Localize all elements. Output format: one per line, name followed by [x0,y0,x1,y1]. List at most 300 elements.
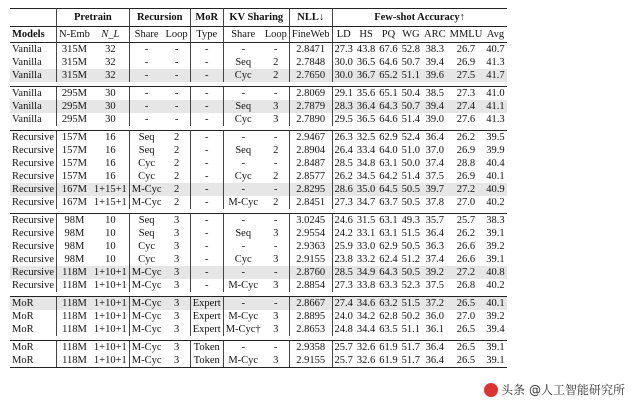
cell-arc: 36.4 [422,341,448,355]
cell-pq: 62.9 [379,240,398,252]
cell-pq: 64.3 [379,100,398,112]
cell-mor-type: - [190,240,223,253]
cell-mor-type: - [190,43,223,57]
cell-mmlu: 27.2 [448,183,485,196]
cell-mmlu: 26.6 [456,240,476,252]
cell-mmlu: 25.7 [448,214,485,228]
cell-mor-type: - [190,157,223,170]
cell-hs: 32.5 [356,131,376,143]
cell-rec-share: - [129,56,163,69]
cell-fineweb: 2.9155 [289,354,332,368]
cell-mmlu: 26.5 [448,341,485,355]
cell-wg: 51.0 [401,144,421,156]
cell-avg: 40.4 [486,157,505,169]
col-header-mor-type: Type [190,27,223,43]
cell-wg: 50.0 [401,157,421,169]
col-header-rec-loop: Loop [165,28,188,40]
cell-mor-type: - [190,131,223,145]
cell-fineweb: 2.7879 [289,100,332,113]
cell-fineweb: 2.7890 [289,113,332,126]
cell-rec-share: M-Cyc [129,196,163,209]
cell-rec-loop: 2 [173,196,180,208]
cell-rec-loop: 2 [164,131,191,145]
cell-wg: 51.7 [401,354,421,366]
cell-arc: 36.4 [422,354,448,368]
cell-hs: 34.6 [356,297,376,309]
cell-rec-share: M-Cyc [129,297,163,311]
cell-arc: 39.6 [422,69,448,82]
cell-pq: 63.1 [379,214,398,226]
cell-ld: 29.1 [332,87,355,101]
cell-fineweb: 2.8577 [289,170,332,183]
cell-kv-loop: 3 [273,227,279,239]
cell-avg: 41.1 [486,100,505,112]
cell-kv-loop: - [263,131,290,145]
cell-mmlu: 26.9 [456,170,476,182]
cell-wg: 50.7 [401,100,421,112]
cell-n-l: 10 [105,240,116,252]
cell-wg: 51.1 [401,69,421,81]
cell-n-emb: 157M [57,131,92,145]
cell-arc: 36.3 [425,240,444,252]
col-header-n-l: N_L [101,28,120,40]
cell-rec-share: M-Cyc [129,354,163,368]
cell-kv-loop: - [263,297,290,311]
cell-n-emb: 315M [57,69,92,82]
cell-mmlu: 27.3 [448,87,485,101]
cell-models: Vanilla [12,113,42,125]
cell-kv-share: Seq [223,100,263,113]
table-row [10,227,507,240]
cell-ld: 30.0 [332,69,355,82]
cell-mor-type: Expert [190,297,223,311]
cell-n-l: 30 [92,87,129,101]
cell-n-emb: 98M [57,227,92,240]
cell-rec-share: Seq [129,214,163,228]
cell-kv-loop: 3 [263,354,290,368]
cell-arc: 37.4 [425,157,444,169]
group-kv-sharing: KV Sharing [223,9,289,27]
cell-arc: 36.1 [425,323,444,335]
cell-mmlu: 27.0 [456,310,476,322]
cell-n-emb: 295M [57,87,92,101]
col-header-mmlu: MMLU [449,28,483,40]
cell-kv-loop: 3 [273,253,279,265]
cell-fineweb: 2.8667 [289,297,332,311]
table-row [10,297,507,311]
column-header-row [10,27,507,43]
cell-mmlu: 26.5 [448,297,485,311]
cell-rec-share: Seq [129,131,163,145]
cell-arc: 37.8 [425,196,444,208]
cell-kv-loop: - [274,240,278,252]
watermark-logo-icon [484,383,498,397]
cell-n-emb: 157M [57,157,92,170]
cell-kv-loop: - [263,214,290,228]
table-row [10,354,507,368]
col-header-avg: Avg [486,28,505,40]
cell-ld: 24.6 [332,214,355,228]
cell-n-emb: 118M [57,266,92,279]
cell-avg: 40.9 [486,183,505,195]
table-row [10,341,507,355]
cell-kv-loop: 2 [273,56,279,68]
table-row [10,323,507,336]
cell-kv-share: M-Cyc [223,279,263,292]
cell-arc: 36.4 [425,227,444,239]
cell-kv-loop: - [263,266,290,279]
cell-kv-share: Seq [223,56,263,69]
cell-mmlu: 26.5 [448,354,485,368]
cell-mmlu: 26.9 [456,56,476,68]
cell-arc: 39.2 [422,266,448,279]
group-models [10,9,57,27]
cell-mor-type: - [190,227,223,240]
cell-n-emb: 167M [57,183,92,196]
cell-ld: 30.0 [332,56,355,69]
cell-n-emb: 98M [57,253,92,266]
cell-avg: 41.7 [486,69,505,81]
cell-kv-loop: - [263,87,290,101]
cell-n-l: 1+10+1 [92,266,129,279]
cell-hs: 34.8 [356,157,376,169]
cell-avg: 40.2 [486,196,505,208]
cell-pq: 63.3 [379,279,398,291]
cell-avg: 39.1 [486,227,505,239]
cell-models: Recursive [10,214,57,228]
cell-fineweb: 2.8904 [289,144,332,157]
cell-avg: 39.1 [486,253,505,265]
cell-fineweb: 2.9363 [289,240,332,253]
group-mor: MoR [190,9,223,27]
cell-arc: 39.4 [422,100,448,113]
cell-pq: 63.7 [379,196,398,208]
cell-rec-loop: 3 [164,341,191,355]
cell-kv-loop: 2 [273,196,279,208]
cell-models: Vanilla [12,56,42,68]
cell-arc: 38.3 [422,43,448,57]
cell-ld: 28.6 [332,183,355,196]
cell-kv-share: - [223,87,263,101]
cell-kv-share: - [223,183,263,196]
group-few-shot: Few-shot Accuracy↑ [332,9,507,27]
col-header-hs: HS [359,28,373,40]
cell-pq: 65.1 [379,87,398,99]
cell-rec-loop: 3 [164,266,191,279]
cell-rec-loop: 3 [173,227,180,239]
cell-hs: 32.6 [356,354,376,366]
cell-n-emb: 98M [57,214,92,228]
cell-n-l: 16 [92,131,129,145]
cell-mmlu: 26.7 [448,43,485,57]
cell-n-emb: 295M [57,113,92,126]
cell-models: MoR [10,354,57,368]
table-row [10,183,507,196]
group-pretrain: Pretrain [57,9,130,27]
col-header-n-emb: N-Emb [57,27,92,43]
cell-ld: 27.3 [332,196,355,209]
cell-hs: 32.6 [356,341,376,353]
cell-n-l: 10 [92,214,129,228]
cell-n-l: 32 [105,56,116,68]
table-body [10,43,507,368]
cell-kv-loop: 3 [273,310,279,322]
cell-kv-share: Cyc [223,69,263,82]
cell-avg: 38.3 [486,214,505,226]
cell-models: Recursive [10,183,57,196]
cell-n-emb: 157M [57,170,92,183]
cell-n-l: 32 [92,43,129,57]
cell-arc: 36.0 [425,310,444,322]
cell-pq: 62.4 [379,253,398,265]
cell-avg: 40.8 [486,266,505,278]
cell-pq: 64.5 [379,183,398,195]
cell-pq: 64.2 [379,170,398,182]
cell-n-l: 30 [105,113,116,125]
cell-wg: 50.2 [401,310,421,322]
cell-n-l: 30 [92,100,129,113]
cell-hs: 43.8 [356,43,376,55]
cell-fineweb: 2.9467 [289,131,332,145]
cell-hs: 33.0 [356,240,376,252]
col-header-ld: LD [332,27,355,43]
cell-fineweb: 3.0245 [289,214,332,228]
cell-ld: 28.3 [332,100,355,113]
cell-mor-type: Token [190,341,223,355]
table-row [10,113,507,126]
cell-kv-loop: 2 [273,144,279,156]
cell-mor-type: Expert [190,310,223,323]
watermark [481,380,628,399]
cell-n-l: 1+10+1 [93,279,127,291]
cell-arc: 37.2 [422,297,448,311]
cell-mor-type: - [190,144,223,157]
cell-pq: 63.1 [379,227,398,239]
cell-models: Recursive [10,131,57,145]
cell-avg: 39.5 [486,131,505,143]
cell-ld: 26.2 [332,170,355,183]
cell-mmlu: 27.0 [456,196,476,208]
cell-kv-share: Seq [223,227,263,240]
cell-models: Recursive [12,253,54,265]
cell-wg: 49.3 [401,214,421,226]
cell-mmlu: 27.6 [456,113,476,125]
col-header-arc: ARC [424,28,446,40]
table-row [10,144,507,157]
cell-ld: 23.8 [332,253,355,266]
table-row [10,253,507,266]
cell-fineweb: 2.9155 [289,253,332,266]
cell-rec-share: Cyc [129,157,163,170]
cell-kv-loop: 2 [273,170,279,182]
cell-kv-loop: - [263,183,290,196]
cell-rec-loop: 3 [173,240,180,252]
cell-wg: 51.4 [401,170,421,182]
cell-wg: 50.5 [401,240,421,252]
cell-hs: 33.8 [356,279,376,291]
cell-fineweb: 2.8295 [289,183,332,196]
col-header-wg: WG [402,28,420,40]
cell-n-l: 1+10+1 [93,323,127,335]
cell-mor-type: - [190,113,223,126]
cell-n-l: 1+15+1 [92,183,129,196]
cell-models: Recursive [12,170,54,182]
cell-models: Recursive [12,157,54,169]
cell-kv-share: Cyc [223,113,263,126]
cell-avg: 40.7 [486,43,505,55]
cell-kv-share: - [223,157,263,170]
cell-mor-type: - [190,253,223,266]
cell-ld: 24.0 [332,310,355,323]
cell-n-l: 10 [105,253,116,265]
cell-avg: 39.2 [486,310,505,322]
cell-rec-share: - [129,113,163,126]
cell-rec-loop: - [164,69,191,82]
cell-wg: 50.5 [401,196,421,208]
cell-mmlu: 26.8 [456,279,476,291]
cell-models: Recursive [12,196,54,208]
cell-kv-share: - [223,297,263,311]
results-table [10,8,507,368]
cell-kv-share: M-Cyc [223,196,263,209]
cell-wg: 51.7 [401,341,421,353]
cell-mor-type: - [190,214,223,228]
cell-mor-type: - [190,279,223,292]
cell-arc: 37.4 [425,253,444,265]
cell-mor-type: - [190,100,223,113]
cell-mmlu: 26.6 [456,253,476,265]
group-header-row [10,9,507,27]
cell-avg: 40.1 [486,297,505,309]
cell-pq: 64.3 [379,266,398,278]
cell-kv-loop: 3 [273,113,279,125]
col-header-fineweb: FineWeb [289,27,332,43]
cell-avg: 39.1 [486,341,505,353]
cell-rec-share: Cyc [129,253,163,266]
cell-rec-loop: 2 [173,144,180,156]
cell-ld: 27.3 [332,279,355,292]
cell-mor-type: - [190,69,223,82]
cell-mor-type: Token [190,354,223,368]
table-row [10,310,507,323]
cell-models: Vanilla [10,87,57,101]
table-row [10,43,507,57]
cell-avg: 39.9 [486,144,505,156]
cell-n-emb: 157M [57,144,92,157]
cell-rec-loop: 3 [164,297,191,311]
cell-mor-type: - [190,196,223,209]
cell-n-l: 1+15+1 [93,196,127,208]
cell-ld: 27.3 [332,43,355,57]
cell-n-l: 1+10+1 [92,341,129,355]
table-row [10,100,507,113]
cell-rec-loop: 3 [173,253,180,265]
cell-models: Recursive [10,266,57,279]
cell-rec-loop: 3 [173,323,180,335]
cell-rec-loop: 3 [164,214,191,228]
cell-kv-loop: - [263,341,290,355]
cell-fineweb: 2.8895 [289,310,332,323]
cell-n-l: 32 [92,69,129,82]
cell-n-emb: 118M [57,354,92,368]
table-row [10,170,507,183]
cell-fineweb: 2.7650 [289,69,332,82]
cell-mor-type: - [190,170,223,183]
cell-rec-share: Seq [129,144,163,157]
cell-rec-share: M-Cyc [129,183,163,196]
cell-fineweb: 2.8487 [289,157,332,170]
cell-fineweb: 2.9358 [289,341,332,355]
cell-rec-share: M-Cyc [129,279,163,292]
cell-wg: 50.4 [401,87,421,99]
table-row [10,69,507,82]
cell-models: Vanilla [10,100,57,113]
col-header-kv-loop: Loop [264,28,287,40]
cell-models: Recursive [12,279,54,291]
cell-wg: 52.8 [401,43,421,55]
cell-models: Vanilla [10,69,57,82]
cell-rec-share: - [129,69,163,82]
cell-fineweb: 2.8451 [289,196,332,209]
cell-rec-share: M-Cyc [129,266,163,279]
cell-pq: 61.9 [379,354,398,366]
cell-pq: 63.1 [379,157,398,169]
cell-rec-loop: - [164,43,191,57]
cell-wg: 51.1 [401,323,421,335]
cell-ld: 29.5 [332,113,355,126]
cell-pq: 64.6 [379,113,398,125]
cell-pq: 62.9 [379,131,398,143]
cell-n-emb: 98M [57,240,92,253]
cell-mor-type: Expert [190,323,223,336]
cell-pq: 64.0 [379,144,398,156]
cell-avg: 39.1 [486,354,505,366]
cell-fineweb: 2.8760 [289,266,332,279]
cell-ld: 28.5 [332,266,355,279]
cell-models: Recursive [12,227,54,239]
cell-n-l: 1+10+1 [93,310,127,322]
group-recursion: Recursion [129,9,190,27]
cell-avg: 39.4 [486,323,505,335]
cell-ld: 25.9 [332,240,355,253]
cell-rec-loop: 2 [173,157,180,169]
cell-rec-share: Cyc [129,240,163,253]
cell-mmlu: 26.2 [448,131,485,145]
cell-arc: 35.7 [422,214,448,228]
cell-rec-share: M-Cyc [129,310,163,323]
cell-arc: 37.5 [425,170,444,182]
cell-kv-share: Cyc [223,253,263,266]
cell-rec-loop: - [174,56,179,68]
cell-ld: 25.7 [332,354,355,368]
table-row [10,196,507,209]
cell-mmlu: 26.5 [456,323,476,335]
cell-rec-share: - [129,100,163,113]
cell-rec-share: - [129,87,163,101]
cell-arc: 37.5 [425,279,444,291]
cell-mmlu: 27.4 [448,100,485,113]
cell-avg: 40.1 [486,170,505,182]
cell-kv-share: - [223,341,263,355]
cell-models: Recursive [12,240,54,252]
cell-kv-share: M-Cyc [223,354,263,368]
cell-n-emb: 167M [57,196,92,209]
table-row [10,214,507,228]
cell-fineweb: 2.8854 [289,279,332,292]
table-row [10,157,507,170]
cell-ld: 27.4 [332,297,355,311]
cell-fineweb: 2.8069 [289,87,332,101]
